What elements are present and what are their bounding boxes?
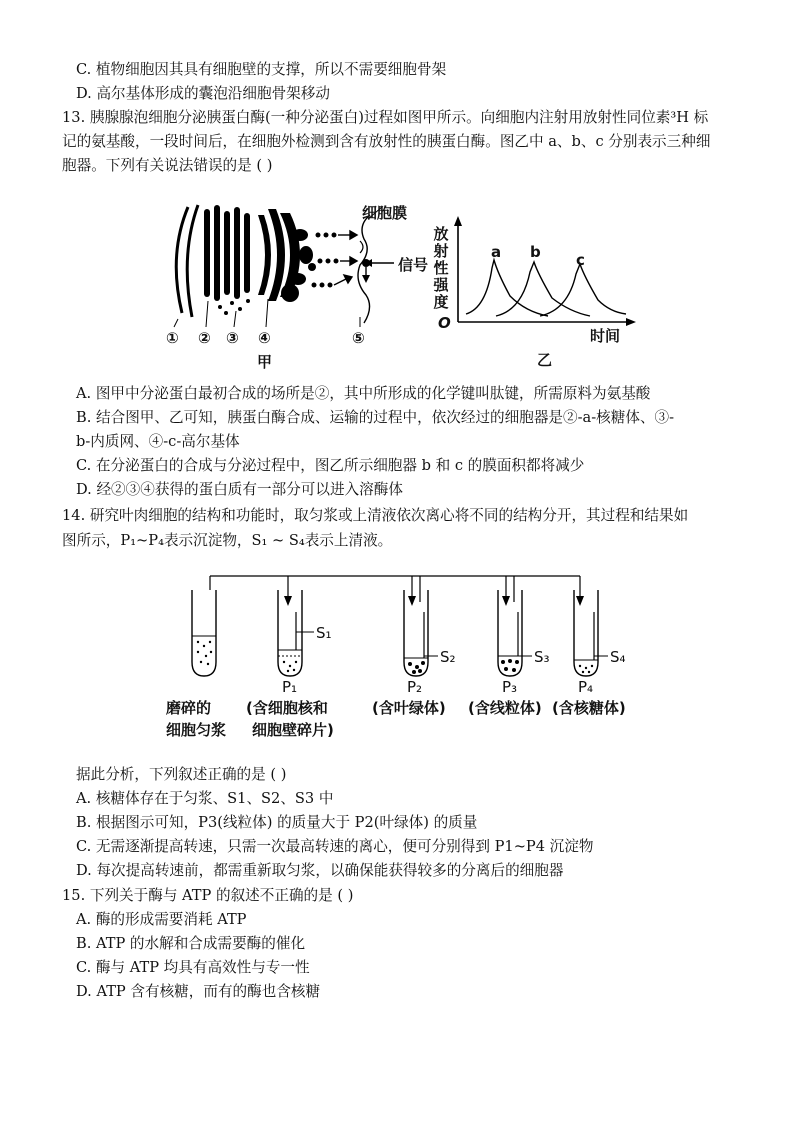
q12-option-d: D. 高尔基体形成的囊泡沿细胞骨架移动 (76, 85, 330, 102)
q13-label-1: ① (166, 329, 179, 347)
q14-p2-content: (含叶绿体) (372, 699, 446, 717)
q13-peak-a: a (491, 243, 502, 261)
q14-p3-label: P₃ (502, 678, 518, 696)
ylabel-char: 强 (433, 276, 449, 294)
q13-option-a: A. 图甲中分泌蛋白最初合成的场所是②，其中所形成的化学键叫肽键，所需原料为氨基酸 (76, 385, 651, 402)
tube-p2 (404, 576, 438, 676)
tube-homogenate (192, 590, 216, 676)
q13-label-2: ② (198, 329, 211, 347)
q13-xaxis-label: 时间 (590, 327, 621, 345)
q13-origin-label: O (438, 314, 451, 332)
q14-homogenate-label-2: 细胞匀浆 (166, 721, 227, 739)
q14-option-d: D. 每次提高转速前，都需重新取匀浆，以确保能获得较多的分离后的细胞器 (76, 862, 564, 879)
q14-option-c: C. 无需逐渐提高转速，只需一次最高转速的离心，便可分别得到 P1~P4 沉淀物 (76, 838, 594, 855)
tube-p4 (574, 576, 608, 676)
q13-option-c: C. 在分泌蛋白的合成与分泌过程中，图乙所示细胞器 b 和 c 的膜面积都将减少 (76, 457, 585, 474)
q13-peak-c: c (576, 251, 585, 269)
q14-option-a: A. 核糖体存在于匀浆、S1、S2、S3 中 (76, 790, 334, 807)
q15-option-a: A. 酶的形成需要消耗 ATP (76, 911, 247, 928)
q14-p1-label: P₁ (282, 678, 298, 696)
q13-stem-line3: 胞器。下列有关说法错误的是 ( ) (62, 157, 273, 174)
q14-stem-line2: 图所示，P₁~P₄表示沉淀物，S₁ ~ S₄表示上清液。 (62, 532, 393, 549)
q14-p3-content: (含线粒体) (468, 699, 542, 717)
q13-figure-yi (430, 212, 650, 337)
q13-peak-b: b (530, 243, 541, 261)
q13-label-5: ⑤ (352, 329, 365, 347)
q15-option-b: B. ATP 的水解和合成需要酶的催化 (76, 935, 306, 952)
q15-option-d: D. ATP 含有核糖，而有的酶也含核糖 (76, 983, 321, 1000)
q13-stem-line1: 13. 胰腺腺泡细胞分泌胰蛋白酶(一种分泌蛋白)过程如图甲所示。向细胞内注射用放射性同位素³H 标 (62, 109, 709, 126)
q12-option-c: C. 植物细胞因其具有细胞壁的支撑，所以不需要细胞骨架 (76, 61, 447, 78)
q14-p4-label: P₄ (578, 678, 594, 696)
ylabel-char: 度 (433, 293, 449, 311)
q14-p1-content-2: 细胞壁碎片) (252, 721, 334, 739)
q14-s3-label: S₃ (534, 648, 550, 666)
q15-stem: 15. 下列关于酶与 ATP 的叙述不正确的是 ( ) (62, 887, 354, 904)
q13-yaxis-label (432, 226, 450, 311)
q13-stem-line2: 记的氨基酸，一段时间后，在细胞外检测到含有放射性的胰蛋白酶。图乙中 a、b、c 分别表示三种细 (62, 133, 711, 150)
q13-option-b-line2: b-内质网、④-c-高尔基体 (76, 433, 240, 450)
q14-lead: 据此分析，下列叙述正确的是 ( ) (76, 766, 287, 783)
q14-s4-label: S₄ (610, 648, 626, 666)
q13-label-3: ③ (226, 329, 239, 347)
q14-p2-label: P₂ (407, 678, 423, 696)
tube-p1 (278, 576, 314, 676)
q14-centrifuge-figure (180, 572, 650, 680)
q14-s1-label: S₁ (316, 624, 332, 642)
q13-membrane-label: 细胞膜 (362, 204, 408, 222)
q14-option-b: B. 根据图示可知，P3(线粒体) 的质量大于 P2(叶绿体) 的质量 (76, 814, 478, 831)
q14-p1-content-1: (含细胞核和 (246, 699, 328, 717)
ylabel-char: 放 (433, 225, 449, 243)
curve-c (540, 264, 626, 316)
tube-p3 (498, 576, 532, 676)
ylabel-char: 性 (433, 259, 449, 277)
q14-s2-label: S₂ (440, 648, 456, 666)
curve-b (496, 262, 590, 316)
curve-a (466, 260, 548, 316)
q13-caption-jia: 甲 (257, 353, 273, 371)
q14-homogenate-label-1: 磨碎的 (166, 699, 212, 717)
q13-signal-label: 信号 (398, 256, 429, 274)
q14-stem-line1: 14. 研究叶肉细胞的结构和功能时，取匀浆或上清液依次离心将不同的结构分开，其过程和结果如 (62, 507, 689, 524)
ylabel-char: 射 (433, 242, 449, 260)
q13-option-d: D. 经②③④获得的蛋白质有一部分可以进入溶酶体 (76, 481, 403, 498)
q13-label-4: ④ (258, 329, 271, 347)
q15-option-c: C. 酶与 ATP 均具有高效性与专一性 (76, 959, 310, 976)
q14-p4-content: (含核糖体) (552, 699, 626, 717)
q13-option-b-line1: B. 结合图甲、乙可知，胰蛋白酶合成、运输的过程中，依次经过的细胞器是②-a-核糖体、③- (76, 409, 675, 426)
q13-caption-yi: 乙 (537, 351, 553, 369)
